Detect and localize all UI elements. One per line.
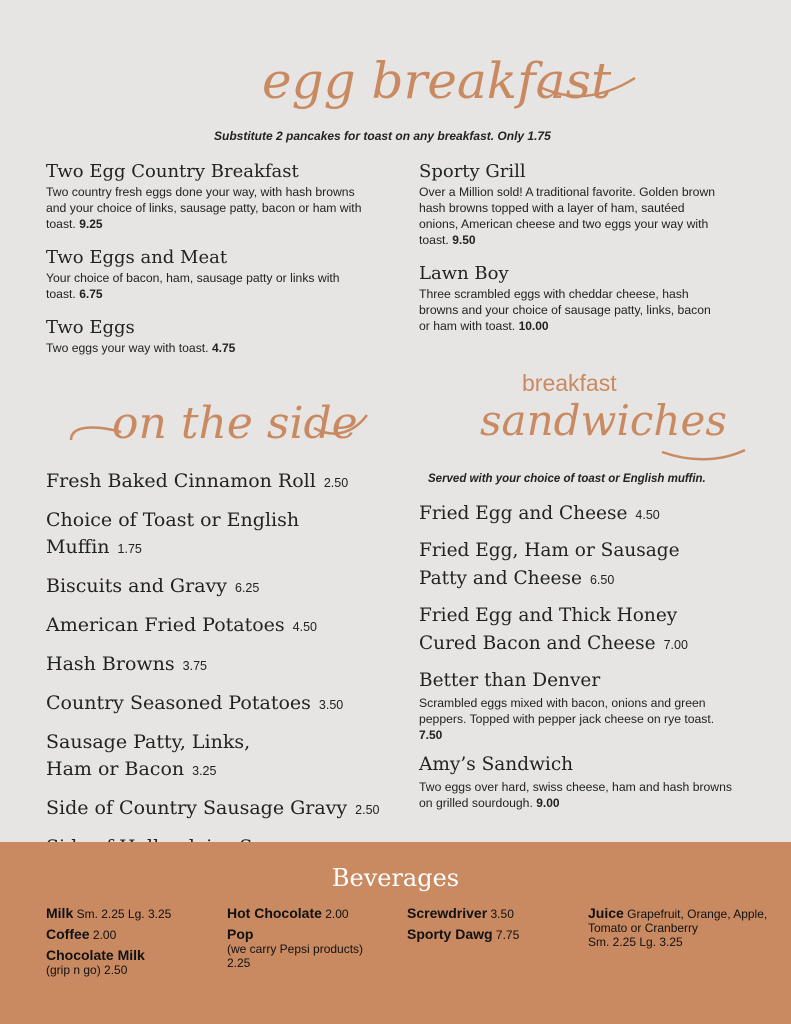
beverage-detail: Sm. 2.25 Lg. 3.25	[588, 935, 683, 949]
beverage-line	[46, 948, 216, 963]
side-item	[46, 507, 386, 563]
beverage-price: Sm. 2.25 Lg. 3.25	[73, 907, 172, 921]
menu-item-price: 6.75	[79, 287, 103, 301]
beverage-name: Pop	[227, 926, 254, 942]
beverages-col-2	[227, 906, 387, 976]
beverage-item	[46, 927, 216, 942]
sandwich-item-description: Scrambled eggs mixed with bacon, onions and green peppers. Topped with pepper jack cheese on rye toast. 7.50	[419, 696, 715, 742]
side-item-name: Hash Browns 3.75	[46, 653, 208, 675]
beverage-item	[407, 927, 567, 942]
beverage-item	[227, 927, 387, 970]
sandwich-item-name-line2: Cured Bacon and Cheese 7.00	[419, 633, 688, 654]
beverage-price: 2.00	[321, 907, 349, 921]
beverage-line	[227, 927, 387, 942]
side-flourish-right	[312, 410, 372, 440]
sandwich-item-name-line2: Patty and Cheese 6.50	[419, 568, 615, 589]
beverage-item	[588, 906, 768, 949]
sandwich-item-name: Fried Egg and Cheese 4.50	[419, 503, 660, 524]
menu-item-price: 10.00	[518, 319, 549, 333]
beverages-title: Beverages	[331, 864, 460, 892]
side-item-name: Biscuits and Gravy 6.25	[46, 575, 260, 597]
side-item-name: Choice of Toast or English Muffin 1.75	[46, 509, 300, 558]
side-item	[46, 729, 386, 785]
menu-item-price: 4.75	[211, 341, 236, 355]
beverage-item	[407, 906, 567, 921]
beverage-line	[46, 927, 216, 942]
egg-left-column	[46, 160, 371, 370]
menu-item	[46, 246, 371, 302]
side-item-name-line2: Ham or Bacon 3.25	[46, 758, 217, 780]
beverage-price: Grapefruit, Orange, Apple, Tomato or Cranberry	[588, 907, 768, 935]
menu-item-price: 9.50	[452, 233, 476, 247]
beverage-name: Screwdriver	[407, 905, 488, 921]
side-item	[46, 690, 386, 719]
menu-item-name: Two Eggs and Meat	[46, 247, 228, 268]
menu-item	[46, 316, 371, 356]
beverage-name: Sporty Dawg	[407, 926, 493, 942]
sandwich-item	[419, 667, 739, 743]
side-flourish-left	[66, 420, 126, 450]
beverage-price: 3.50	[487, 907, 514, 921]
sandwiches-note: Served with your choice of toast or English muffin.	[428, 473, 706, 485]
menu-item-description: Three scrambled eggs with cheddar cheese, hash browns and your choice of sausage patty, links, bacon or ham with toast. 10.00	[419, 287, 711, 333]
menu-item	[419, 262, 724, 334]
sandwich-item-price: 6.50	[589, 573, 615, 587]
menu-item	[419, 160, 724, 248]
beverage-line	[407, 927, 567, 942]
side-item-name: American Fried Potatoes 4.50	[46, 614, 318, 636]
sandwich-item-price: 9.00	[536, 796, 560, 810]
menu-item	[46, 160, 371, 232]
sandwich-item-name: Fried Egg and Thick Honey	[419, 605, 678, 626]
beverage-name: Juice	[588, 905, 624, 921]
sandwiches-flourish	[660, 440, 750, 470]
sandwiches-title-small: breakfast	[522, 370, 617, 396]
menu-item-price: 9.25	[79, 217, 103, 231]
sandwich-item-name: Fried Egg, Ham or Sausage	[419, 540, 680, 561]
sandwiches-list	[419, 500, 739, 819]
sandwich-item	[419, 537, 739, 594]
side-item-name: Fresh Baked Cinnamon Roll 2.50	[46, 470, 349, 492]
side-item	[46, 468, 386, 497]
beverage-item	[227, 906, 387, 921]
side-items-list	[46, 468, 386, 873]
sandwich-item	[419, 602, 739, 659]
sandwiches-title: sandwiches	[480, 396, 727, 445]
beverage-name: Coffee	[46, 926, 90, 942]
menu-item-name: Sporty Grill	[419, 161, 526, 182]
side-item-price: 3.50	[318, 698, 344, 712]
beverages-col-3	[407, 906, 567, 948]
beverage-name: Chocolate Milk	[46, 947, 145, 963]
side-item-price: 4.50	[292, 620, 318, 634]
side-item	[46, 612, 386, 641]
side-item-name: Side of Country Sausage Gravy 2.50	[46, 797, 380, 819]
on-the-side-title: on the side	[112, 398, 358, 449]
beverage-name: Hot Chocolate	[227, 905, 322, 921]
sandwich-item-name: Better than Denver	[419, 670, 601, 691]
title-flourish	[540, 70, 640, 100]
beverage-line	[46, 906, 216, 921]
egg-right-column	[419, 160, 724, 348]
side-item-price: 1.75	[117, 542, 142, 556]
sandwich-item-description: Two eggs over hard, swiss cheese, ham and hash browns on grilled sourdough. 9.00	[419, 780, 732, 810]
sandwich-item-name: Amy’s Sandwich	[419, 754, 574, 775]
egg-breakfast-note: Substitute 2 pancakes for toast on any breakfast. Only 1.75	[214, 129, 551, 143]
side-item-price: 6.25	[235, 581, 260, 595]
side-item-price: 2.50	[355, 803, 380, 817]
sandwich-item	[419, 751, 739, 811]
menu-item-name: Two Egg Country Breakfast	[46, 161, 299, 182]
egg-breakfast-title: egg breakfast	[262, 52, 612, 110]
side-item	[46, 651, 386, 680]
side-item-name: Sausage Patty, Links,	[46, 731, 251, 753]
beverage-line	[588, 906, 768, 935]
beverage-item	[46, 906, 216, 921]
beverage-price: 2.00	[89, 928, 117, 942]
beverage-line	[227, 906, 387, 921]
side-item-name: Country Seasoned Potatoes 3.50	[46, 692, 344, 714]
beverages-section	[0, 842, 791, 1024]
menu-item-description: Two country fresh eggs done your way, with hash browns and your choice of links, sausage patty, bacon or ham with toast. 9.25	[46, 185, 362, 231]
beverage-detail: (we carry Pepsi products) 2.25	[227, 942, 364, 970]
beverages-col-4	[588, 906, 768, 955]
side-item	[46, 573, 386, 602]
sandwich-item-price: 4.50	[635, 508, 660, 522]
menu-item-description: Two eggs your way with toast. 4.75	[46, 341, 236, 355]
sandwich-item-price: 7.50	[419, 728, 443, 742]
menu-item-description: Your choice of bacon, ham, sausage patty or links with toast. 6.75	[46, 271, 340, 301]
beverages-col-1	[46, 906, 216, 983]
side-item	[46, 795, 386, 824]
beverage-name: Milk	[46, 905, 74, 921]
menu-item-description: Over a Million sold! A traditional favorite. Golden brown hash browns topped with a layer of ham, sautéed onions, American cheese and two eggs your way with toast. 9.50	[419, 185, 716, 247]
beverage-line	[407, 906, 567, 921]
beverage-item	[46, 948, 216, 977]
menu-item-name: Lawn Boy	[419, 263, 509, 284]
side-item-price: 3.25	[192, 764, 217, 778]
menu-item-name: Two Eggs	[46, 317, 135, 338]
beverage-detail: (grip n go) 2.50	[46, 963, 128, 977]
beverage-price: 7.75	[492, 928, 520, 942]
sandwich-item	[419, 500, 739, 529]
side-item-price: 2.50	[323, 476, 349, 490]
sandwich-item-price: 7.00	[663, 638, 688, 652]
side-item-price: 3.75	[182, 659, 208, 673]
